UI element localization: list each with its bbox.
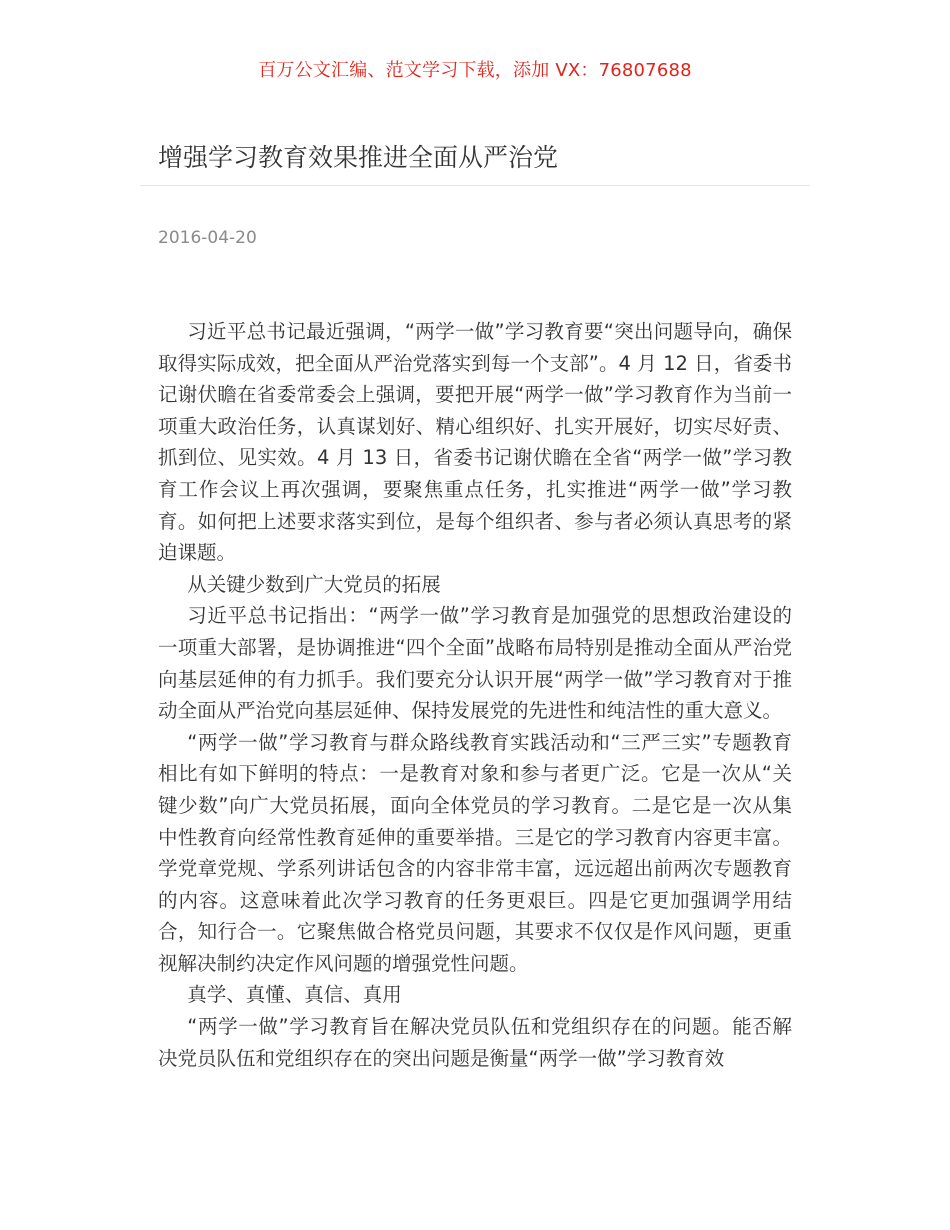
article-body xyxy=(158,316,792,1074)
paragraph-3: “两学一做”学习教育与群众路线教育实践活动和“三严三实”专题教育相比有如下鲜明的特点：一是教育对象和参与者更广泛。它是一次从“关键少数”向广大党员拓展，面向全体党员的学习教育。二是它是一次从集中性教育向经常性教育延伸的重要举措。三是它的学习教育内容更丰富。学党章党规、学系列讲话包含的内容非常丰富，远远超出前两次专题教育的内容。这意味着此次学习教育的任务更艰巨。四是它更加强调学用结合，知行合一。它聚焦做合格党员问题，其要求不仅仅是作风问题，更重视解决制约决定作风问题的增强党性问题。 xyxy=(158,730,792,975)
title-divider xyxy=(140,185,810,186)
paragraph-5: “两学一做”学习教育旨在解决党员队伍和党组织存在的问题。能否解决党员队伍和党组织存在的突出问题是衡量“两学一做”学习教育效 xyxy=(158,1015,792,1070)
section-heading-2: 真学、真懂、真信、真用 xyxy=(187,983,402,1007)
article-title: 增强学习教育效果推进全面从严治党 xyxy=(158,143,559,172)
paragraph-intro: 习近平总书记最近强调，“两学一做”学习教育要“突出问题导向，确保取得实际成效，把全面从严治党落实到每一个支部”。4 月 12 日，省委书记谢伏瞻在省委常委会上强调，要把开展“两学一做”学习教育作为当前一项重大政治任务，认真谋划好、精心组织好、扎实开展好，切实尽好责、抓到位、见实效。4 月 13 日，省委书记谢伏瞻在全省“两学一做”学习教育工作会议上再次强调，要聚焦重点任务，扎实推进“两学一做”学习教育。如何把上述要求落实到位，是每个组织者、参与者必须认真思考的紧迫课题。 xyxy=(158,320,792,565)
header-banner: 百万公文汇编、范文学习下载，添加 VX：76807688 xyxy=(258,60,692,81)
article-date: 2016-04-20 xyxy=(158,228,257,248)
section-heading-1: 从关键少数到广大党员的拓展 xyxy=(187,572,441,596)
paragraph-2: 习近平总书记指出：“两学一做”学习教育是加强党的思想政治建设的一项重大部署，是协调推进“四个全面”战略布局特别是推动全面从严治党向基层延伸的有力抓手。我们要充分认识开展“两学一做”学习教育对于推动全面从严治党向基层延伸、保持发展党的先进性和纯洁性的重大意义。 xyxy=(158,604,792,723)
